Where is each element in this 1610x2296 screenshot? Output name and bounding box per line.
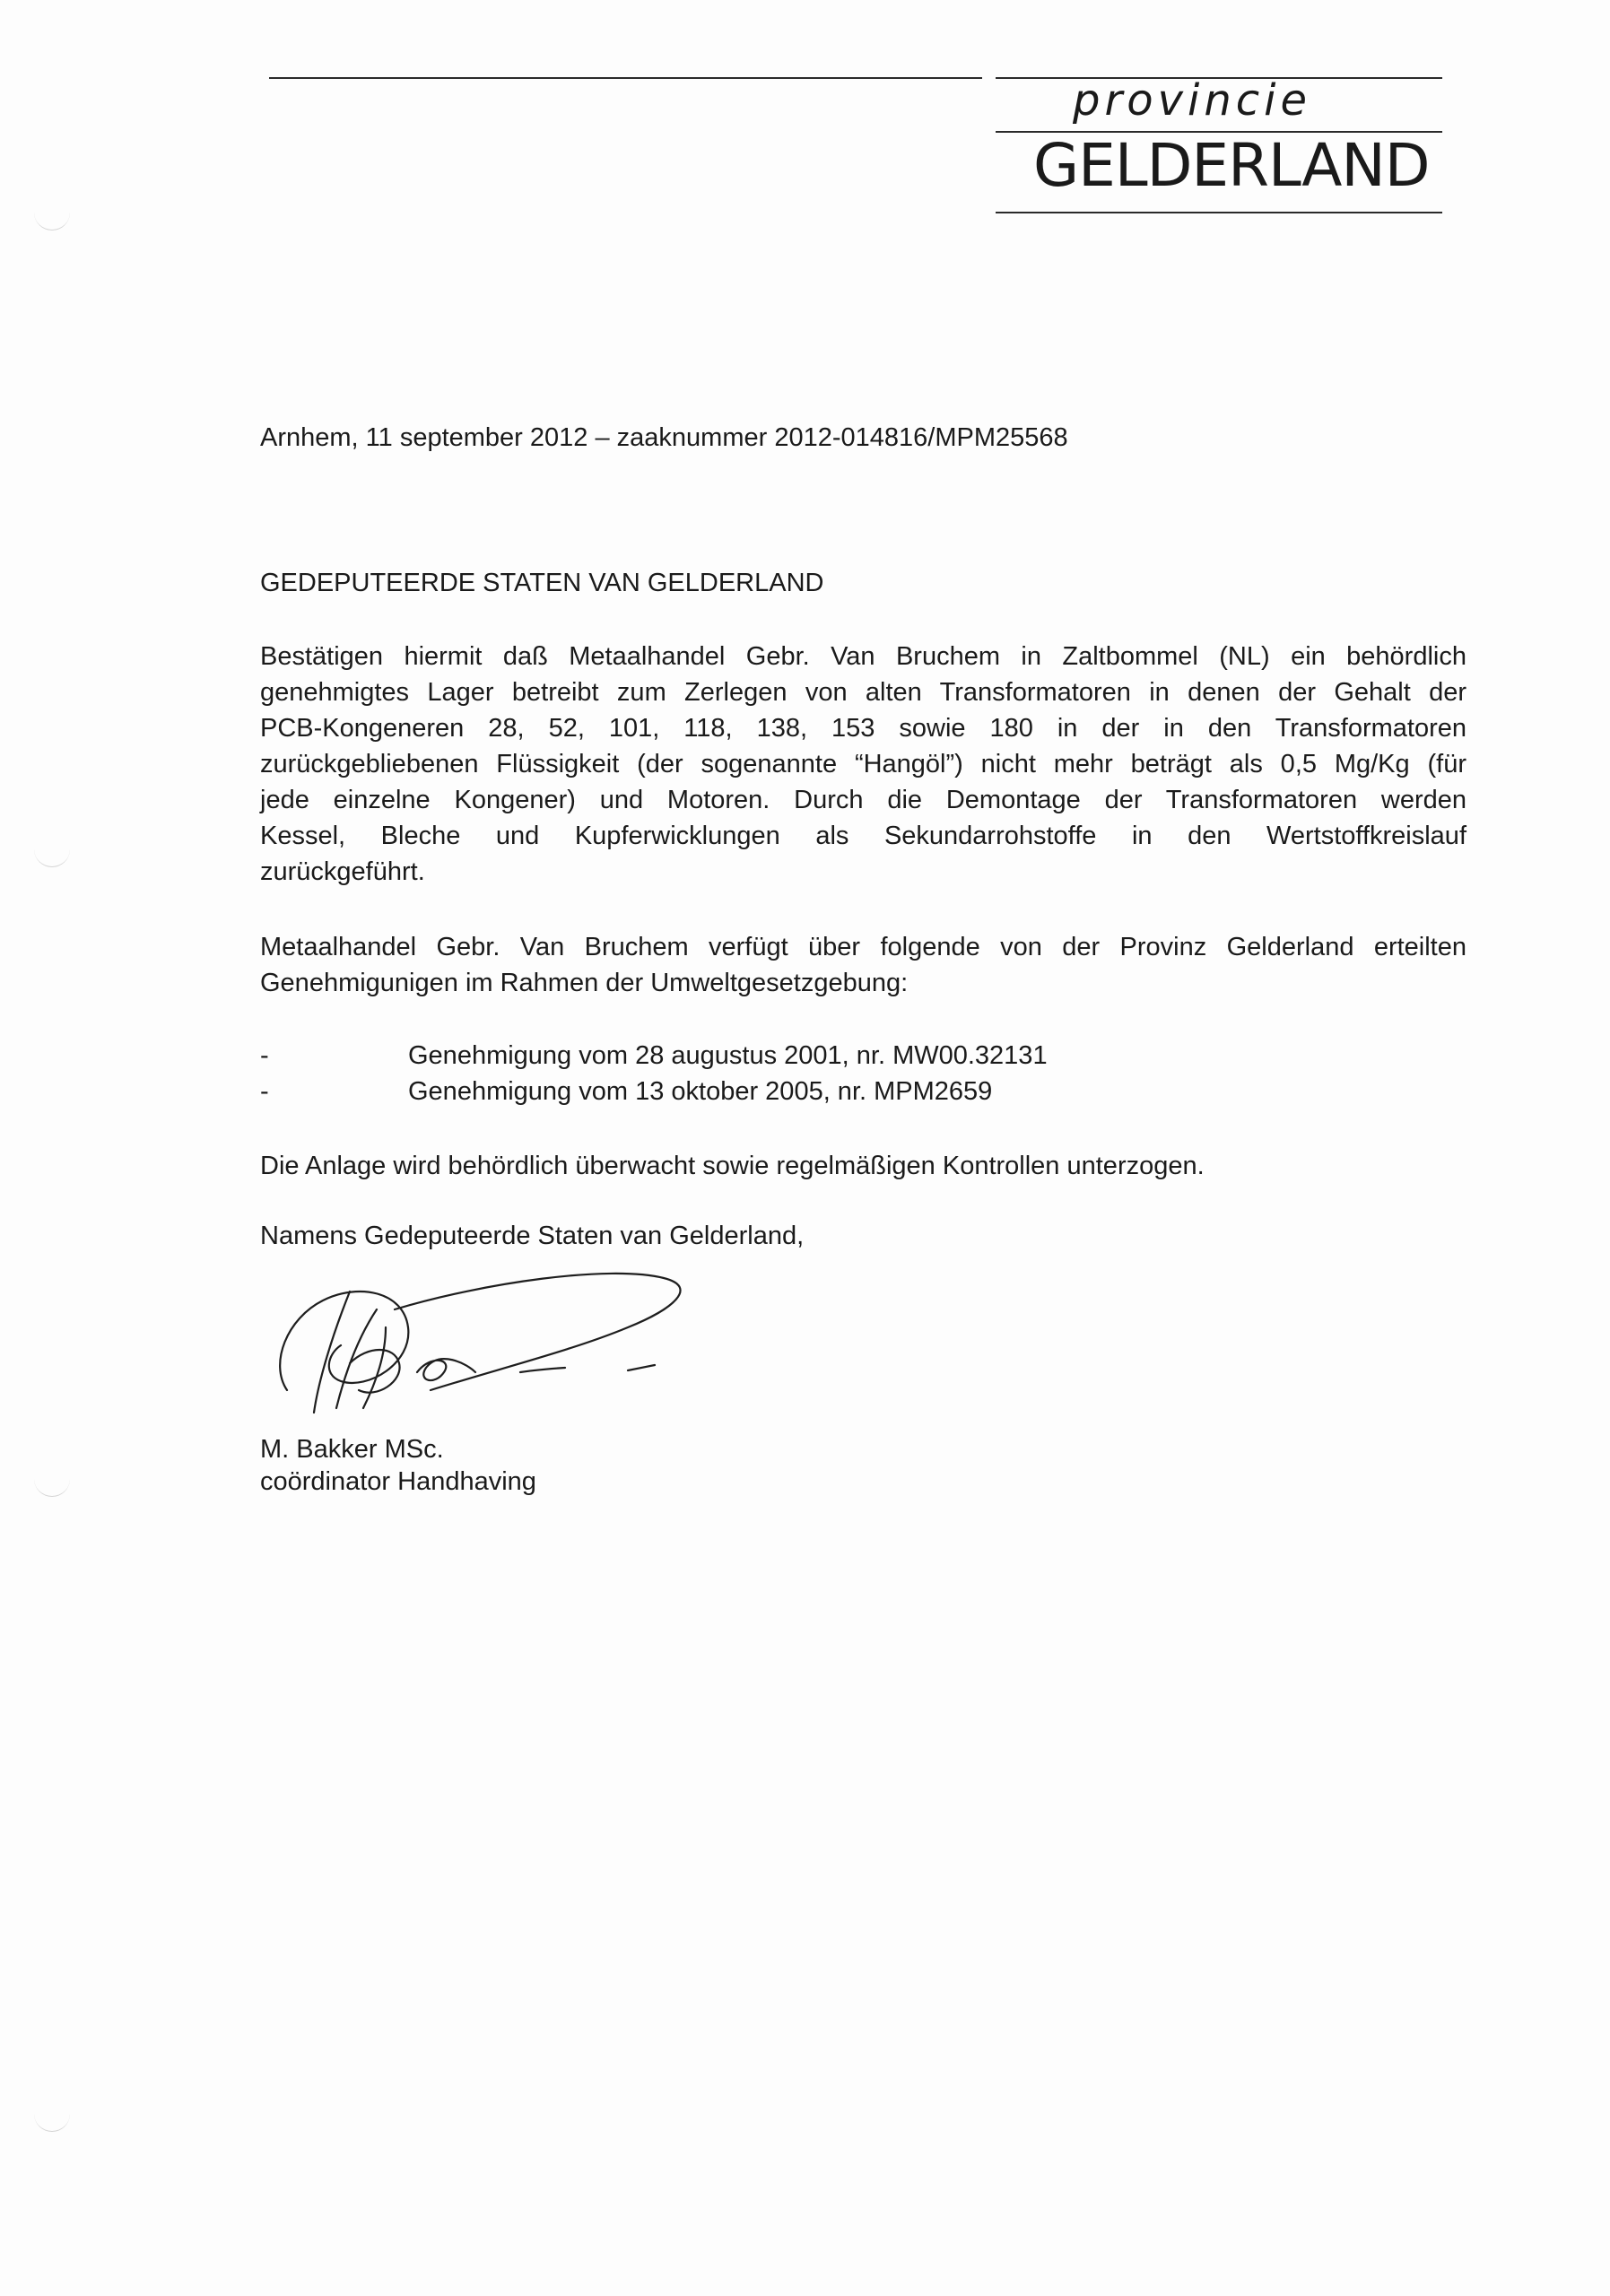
punch-hole-mark [34, 2109, 70, 2132]
paragraph-line: genehmigtes Lager betreibt zum Zerlegen von alten Transformatoren in denen der Gehalt der [260, 678, 1466, 707]
logo-gelderland: GELDERLAND [1033, 131, 1430, 200]
list-dash: - [260, 1077, 269, 1106]
permit-text: Genehmigung vom 13 oktober 2005, nr. MPM2659 [408, 1077, 993, 1106]
paragraph-line: Bestätigen hiermit daß Metaalhandel Gebr. Van Bruchem in Zaltbommel (NL) ein behördlich [260, 642, 1466, 671]
punch-hole-mark [34, 1474, 70, 1497]
list-dash: - [260, 1041, 269, 1070]
issuing-authority: GEDEPUTEERDE STATEN VAN GELDERLAND [260, 569, 824, 597]
permit-item [260, 1074, 992, 1109]
paragraph-line: Genehmigunigen im Rahmen der Umweltgesetzgebung: [260, 969, 909, 997]
permit-item [260, 1038, 1048, 1074]
logo-provincie: provincie [1073, 75, 1311, 126]
permit-text: Genehmigung vom 28 augustus 2001, nr. MW00.32131 [408, 1041, 1048, 1070]
closing-line: Namens Gedeputeerde Staten van Gelderland, [260, 1222, 805, 1250]
paragraph-line: Kessel, Bleche und Kupferwicklungen als Sekundarrohstoffe in den Wertstoffkreislauf [260, 822, 1466, 850]
place-date-case-number: Arnhem, 11 september 2012 – zaaknummer 2012-014816/MPM25568 [260, 423, 1068, 452]
paragraph-line: zurückgeführt. [260, 857, 425, 886]
letterhead-rule-left [269, 77, 982, 79]
paragraph-line: Metaalhandel Gebr. Van Bruchem verfügt über folgende von der Provinz Gelderland erteilten [260, 933, 1466, 961]
supervision-paragraph: Die Anlage wird behördlich überwacht sowie regelmäßigen Kontrollen unterzogen. [260, 1152, 1205, 1180]
punch-hole-mark [34, 845, 70, 867]
punch-hole-mark [34, 208, 70, 230]
signatory-name: M. Bakker MSc. [260, 1435, 444, 1464]
paragraph-line: zurückgebliebenen Flüssigkeit (der sogenannte “Hangöl”) nicht mehr beträgt als 0,5 Mg/Kg (für [260, 750, 1466, 778]
paragraph-line: PCB-Kongeneren 28, 52, 101, 118, 138, 153 sowie 180 in der in den Transformatoren [260, 714, 1466, 743]
handwritten-signature [251, 1256, 682, 1435]
signatory-title: coördinator Handhaving [260, 1467, 536, 1496]
paragraph-line: jede einzelne Kongener) und Motoren. Durch die Demontage der Transformatoren werden [260, 786, 1466, 814]
confirmation-paragraph [260, 639, 1466, 890]
letterhead-rule-bottom [996, 212, 1442, 213]
permits-intro-paragraph [260, 929, 1466, 1001]
